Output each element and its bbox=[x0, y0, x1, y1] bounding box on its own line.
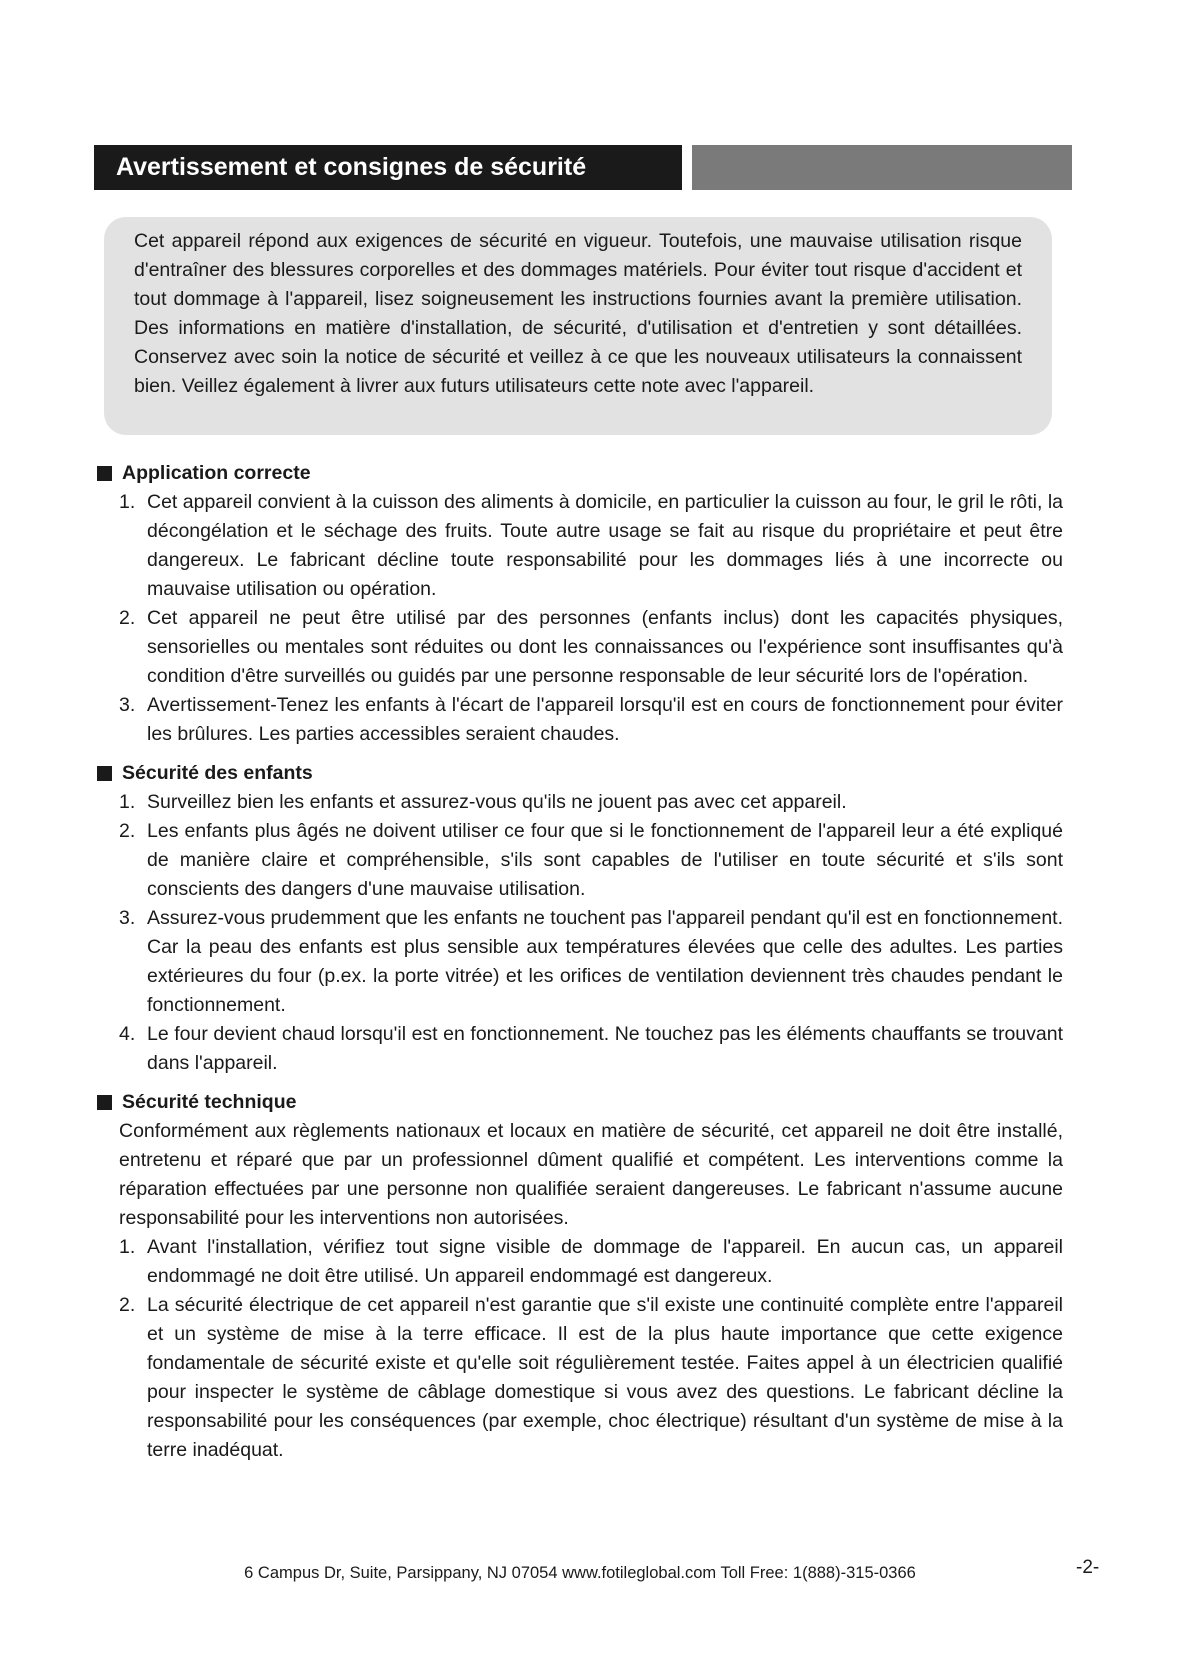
item-number: 4. bbox=[119, 1023, 136, 1045]
item-list bbox=[97, 788, 1063, 1078]
section-title-text: Application correcte bbox=[122, 462, 311, 484]
page-number: -2- bbox=[1076, 1557, 1100, 1578]
section-title bbox=[97, 759, 1063, 788]
item-text: Le four devient chaud lorsqu'il est en fonctionnement. Ne touchez pas les éléments chauffants se trouvant dans l'appareil. bbox=[147, 1023, 1063, 1074]
item-number: 2. bbox=[119, 607, 136, 629]
list-item bbox=[119, 1233, 1063, 1291]
item-text: Avertissement-Tenez les enfants à l'écart de l'appareil lorsqu'il est en cours de fonctionnement pour éviter les brûlures. Les parties accessibles seraient chaudes. bbox=[147, 694, 1063, 745]
square-bullet-icon bbox=[97, 1095, 112, 1110]
item-number: 1. bbox=[119, 791, 136, 813]
item-list bbox=[97, 1233, 1063, 1465]
item-number: 2. bbox=[119, 1294, 136, 1316]
item-text: Assurez-vous prudemment que les enfants ne touchent pas l'appareil pendant qu'il est en fonctionnement. Car la peau des enfants est plus sensible aux températures élevées que celle des adultes. Les parties extérieures du four (p.ex. la porte vitrée) et les orifices de ventilation deviennent très chaudes pendant le fonctionnement. bbox=[147, 907, 1063, 1016]
page-title: Avertissement et consignes de sécurité bbox=[94, 145, 682, 190]
item-text: Avant l'installation, vérifiez tout signe visible de dommage de l'appareil. En aucun cas, un appareil endommagé ne doit être utilisé. Un appareil endommagé est dangereux. bbox=[147, 1236, 1063, 1287]
intro-text: Cet appareil répond aux exigences de sécurité en vigueur. Toutefois, une mauvaise utilisation risque d'entraîner des blessures corporelles et des dommages matériels. Pour éviter tout risque d'accident et tout dommage à l'appareil, lisez soigneusement les instructions fournies avant la première utilisation. Des informations en matière d'installation, de sécurité, d'utilisation et d'entretien y sont détaillées. Conservez avec soin la notice de sécurité et veillez à ce que les nouveaux utilisateurs la connaissent bien. Veillez également à livrer aux futurs utilisateurs cette note avec l'appareil. bbox=[134, 230, 1022, 397]
section-title bbox=[97, 459, 1063, 488]
item-number: 2. bbox=[119, 820, 136, 842]
list-item bbox=[119, 788, 1063, 817]
section-paragraph: Conformément aux règlements nationaux et locaux en matière de sécurité, cet appareil ne doit être installé, entretenu et réparé que par un professionnel dûment qualifié et compétent. Les interventions comme la réparation effectuées par une personne non qualifiée seraient dangereuses. Le fabricant n'assume aucune responsabilité pour les interventions non autorisées. bbox=[119, 1120, 1063, 1229]
item-number: 1. bbox=[119, 491, 136, 513]
item-number: 3. bbox=[119, 907, 136, 929]
item-text: La sécurité électrique de cet appareil n'est garantie que s'il existe une continuité complète entre l'appareil et un système de mise à la terre efficace. Il est de la plus haute importance que cette exigence fondamentale de sécurité existe et qu'elle soit régulièrement testée. Faites appel à un électricien qualifié pour inspecter le système de câblage domestique si vous avez des questions. Le fabricant décline la responsabilité pour les conséquences (par exemple, choc électrique) résultant d'un système de mise à la terre inadéquat. bbox=[147, 1294, 1063, 1461]
list-item bbox=[119, 488, 1063, 604]
item-number: 3. bbox=[119, 694, 136, 716]
content bbox=[97, 459, 1063, 1475]
list-item bbox=[119, 691, 1063, 749]
section-securite-enfants bbox=[97, 759, 1063, 1078]
section-application-correcte bbox=[97, 459, 1063, 749]
item-list bbox=[97, 488, 1063, 749]
section-title-text: Sécurité technique bbox=[122, 1091, 297, 1113]
section-header bbox=[94, 145, 1072, 190]
item-text: Surveillez bien les enfants et assurez-vous qu'ils ne jouent pas avec cet appareil. bbox=[147, 791, 847, 813]
header-grey-band bbox=[692, 145, 1072, 190]
item-text: Cet appareil ne peut être utilisé par des personnes (enfants inclus) dont les capacités physiques, sensorielles ou mentales sont réduites ou dont les connaissances ou l'expérience sont insuffisantes qu'à condition d'être surveillés ou guidés par une personne responsable de leur sécurité lors de l'opération. bbox=[147, 607, 1063, 687]
footer-address: 6 Campus Dr, Suite, Parsippany, NJ 07054 www.fotileglobal.com Toll Free: 1(888)-315-0366 bbox=[244, 1564, 916, 1582]
item-number: 1. bbox=[119, 1236, 136, 1258]
list-item bbox=[119, 604, 1063, 691]
section-title bbox=[97, 1088, 1063, 1117]
square-bullet-icon bbox=[97, 466, 112, 481]
square-bullet-icon bbox=[97, 766, 112, 781]
item-text: Cet appareil convient à la cuisson des aliments à domicile, en particulier la cuisson au four, le gril le rôti, la décongélation et le séchage des fruits. Toute autre usage se fait au risque du propriétaire et peut être dangereux. Le fabricant décline toute responsabilité pour les dommages liés à une incorrecte ou mauvaise utilisation ou opération. bbox=[147, 491, 1063, 600]
list-item bbox=[119, 1291, 1063, 1465]
section-title-text: Sécurité des enfants bbox=[122, 762, 313, 784]
item-text: Les enfants plus âgés ne doivent utiliser ce four que si le fonctionnement de l'appareil leur a été expliqué de manière claire et compréhensible, s'ils sont capables de l'utiliser en toute sécurité et s'ils sont conscients des dangers d'une mauvaise utilisation. bbox=[147, 820, 1063, 900]
list-item bbox=[119, 904, 1063, 1020]
list-item bbox=[119, 1020, 1063, 1078]
list-item bbox=[119, 817, 1063, 904]
section-securite-technique bbox=[97, 1088, 1063, 1465]
intro-box bbox=[104, 217, 1052, 435]
